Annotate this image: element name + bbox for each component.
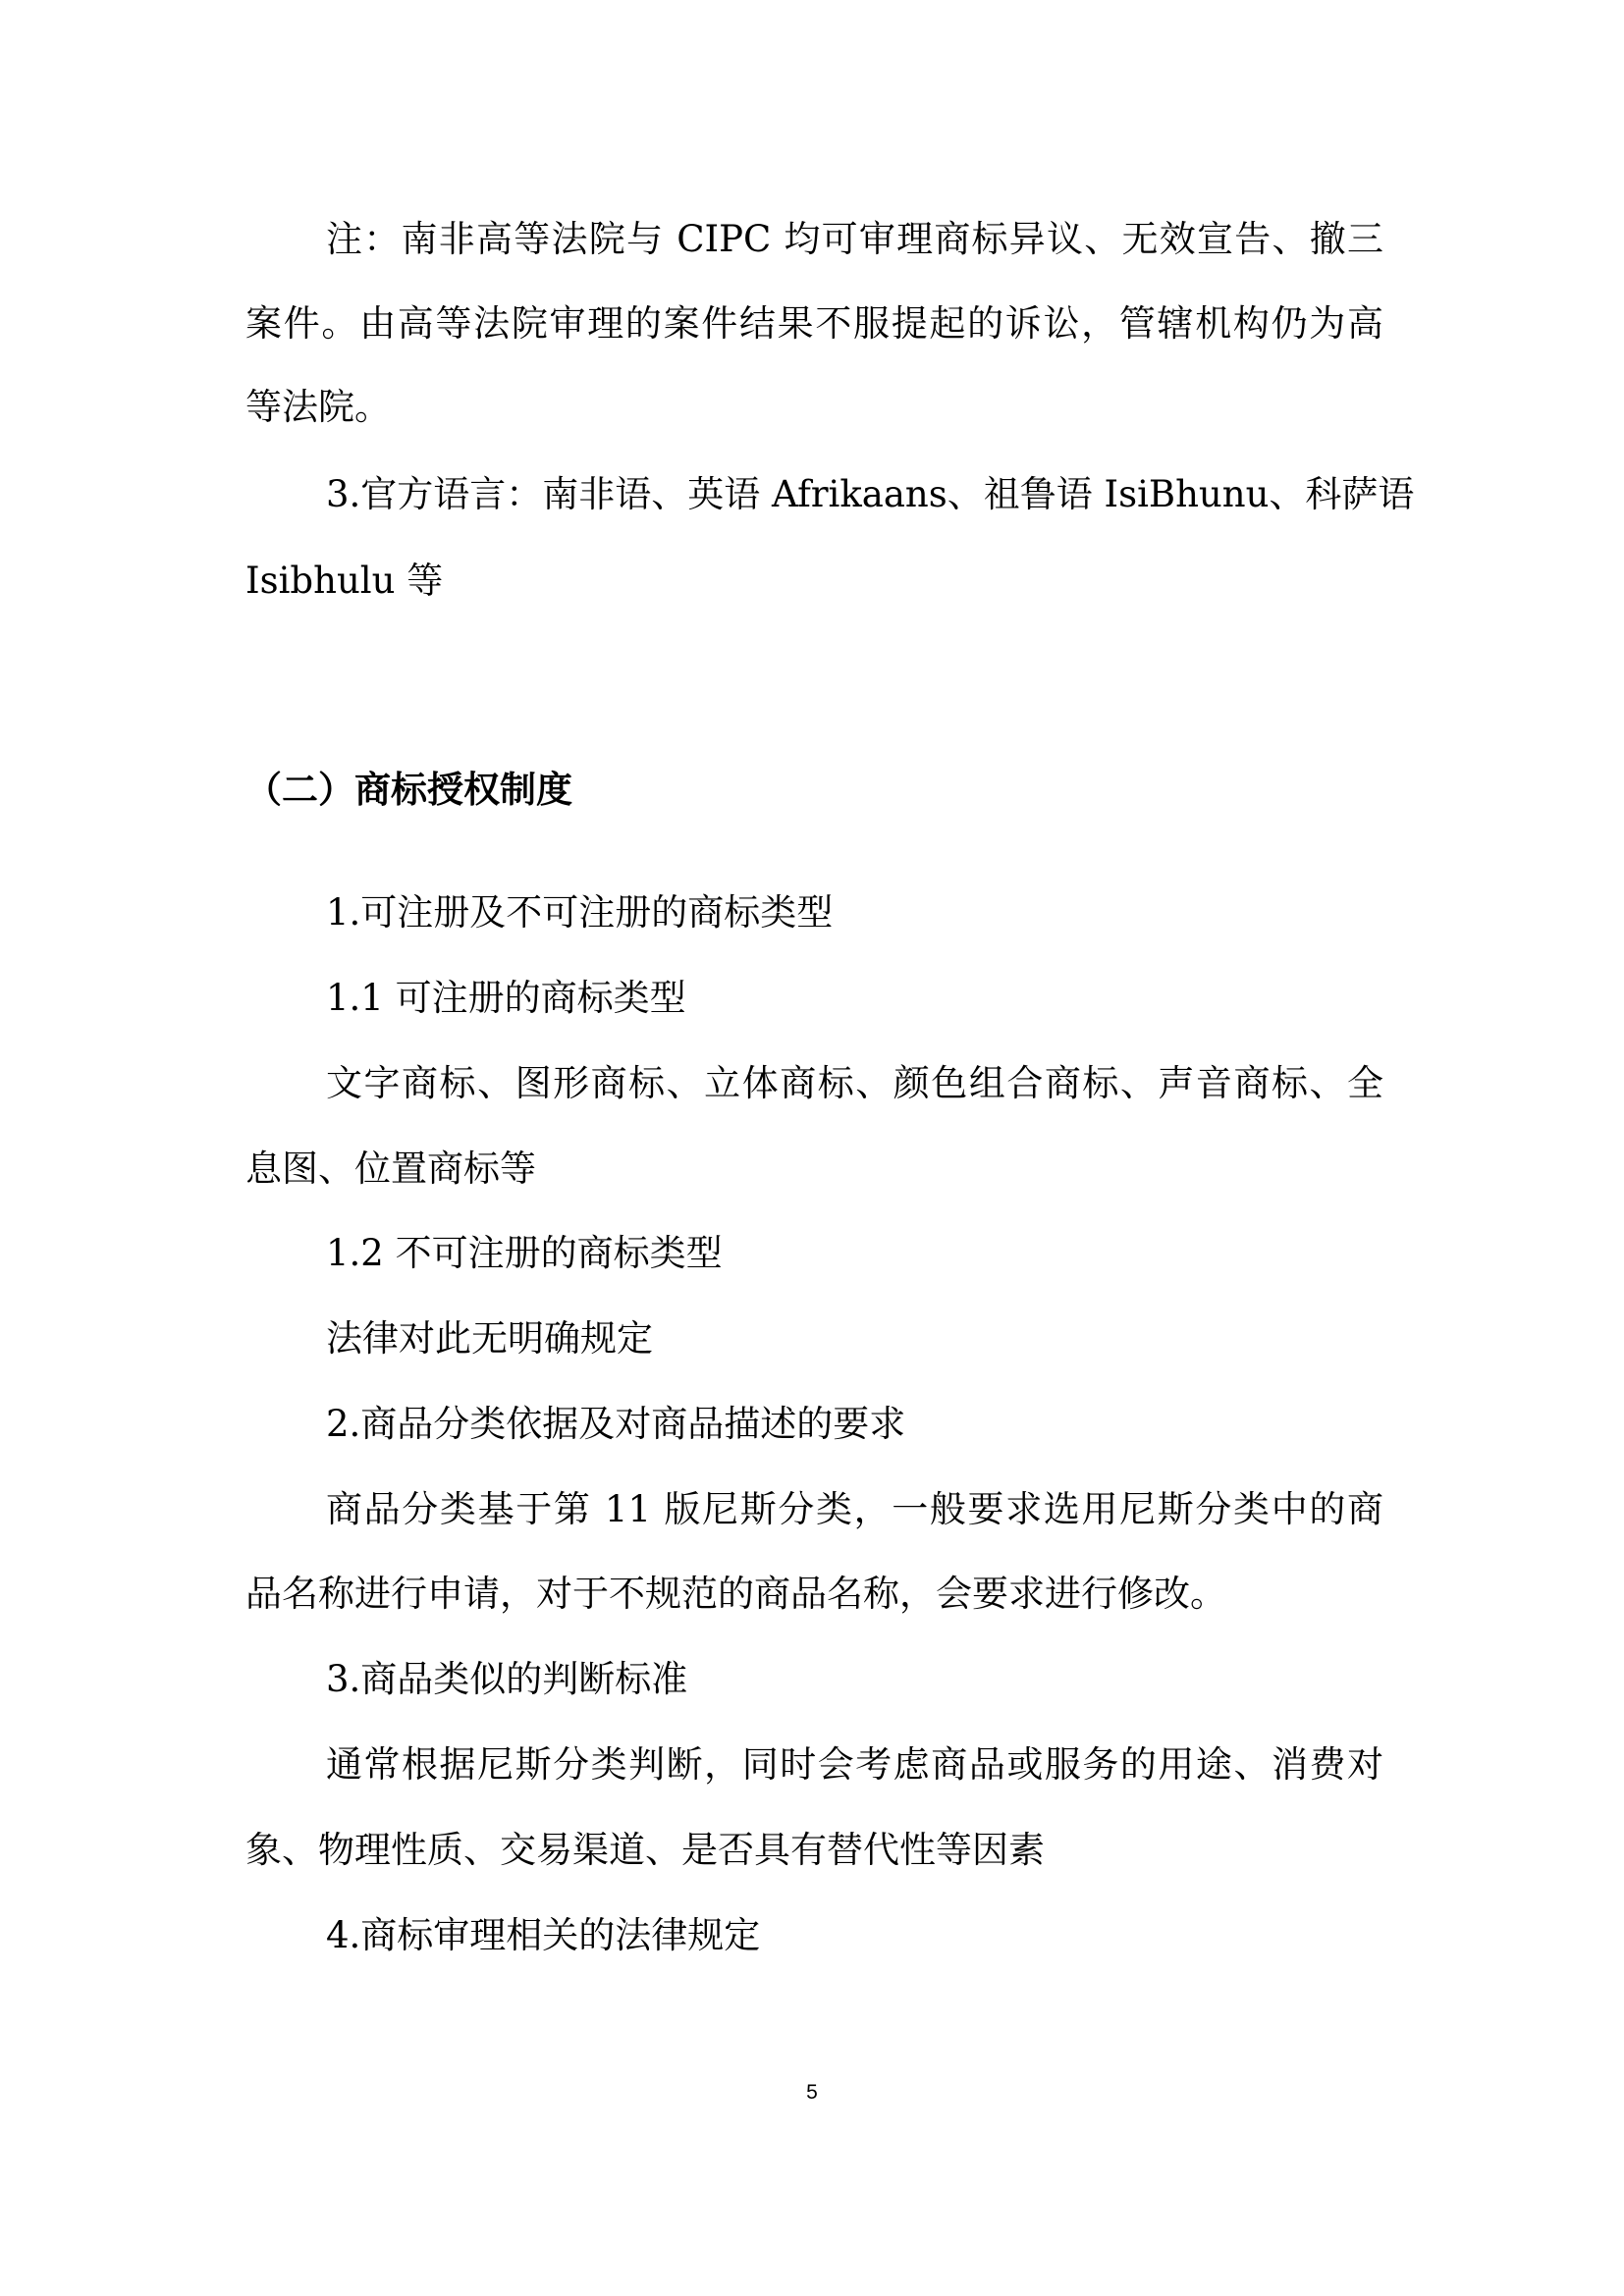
classification-line-2: 品名称进行申请，对于不规范的商品名称，会要求进行修改。 (245, 1573, 1226, 1615)
registrable-line-1: 文字商标、图形商标、立体商标、颜色组合商标、声音商标、全 (326, 1062, 1383, 1104)
note-line-1: 注：南非高等法院与 CIPC 均可审理商标异议、无效宣告、撤三 (326, 218, 1383, 260)
classification-heading: 2.商品分类依据及对商品描述的要求 (326, 1403, 906, 1445)
non-registrable-text: 法律对此无明确规定 (326, 1317, 653, 1360)
page-number: 5 (806, 2081, 818, 2104)
similarity-line-2: 象、物理性质、交易渠道、是否具有替代性等因素 (245, 1829, 1045, 1871)
official-language-line-2: Isibhulu 等 (245, 560, 444, 602)
classification-line-1: 商品分类基于第 11 版尼斯分类，一般要求选用尼斯分类中的商 (326, 1488, 1383, 1530)
registrable-line-2: 息图、位置商标等 (245, 1148, 536, 1190)
section-heading: （二）商标授权制度 (245, 768, 572, 811)
note-line-2: 案件。由高等法院审理的案件结果不服提起的诉讼，管辖机构仍为高 (245, 302, 1383, 345)
registrable-heading: 1.1 可注册的商标类型 (326, 977, 686, 1019)
registrable-types-heading: 1.可注册及不可注册的商标类型 (326, 891, 834, 934)
examination-heading: 4.商标审理相关的法律规定 (326, 1914, 761, 1956)
note-line-3: 等法院。 (245, 386, 391, 428)
similarity-line-1: 通常根据尼斯分类判断，同时会考虑商品或服务的用途、消费对 (326, 1743, 1383, 1786)
similarity-heading: 3.商品类似的判断标准 (326, 1658, 688, 1700)
non-registrable-heading: 1.2 不可注册的商标类型 (326, 1232, 723, 1274)
official-language-line-1: 3.官方语言：南非语、英语 Afrikaans、祖鲁语 IsiBhunu、科萨语 (326, 473, 1415, 515)
